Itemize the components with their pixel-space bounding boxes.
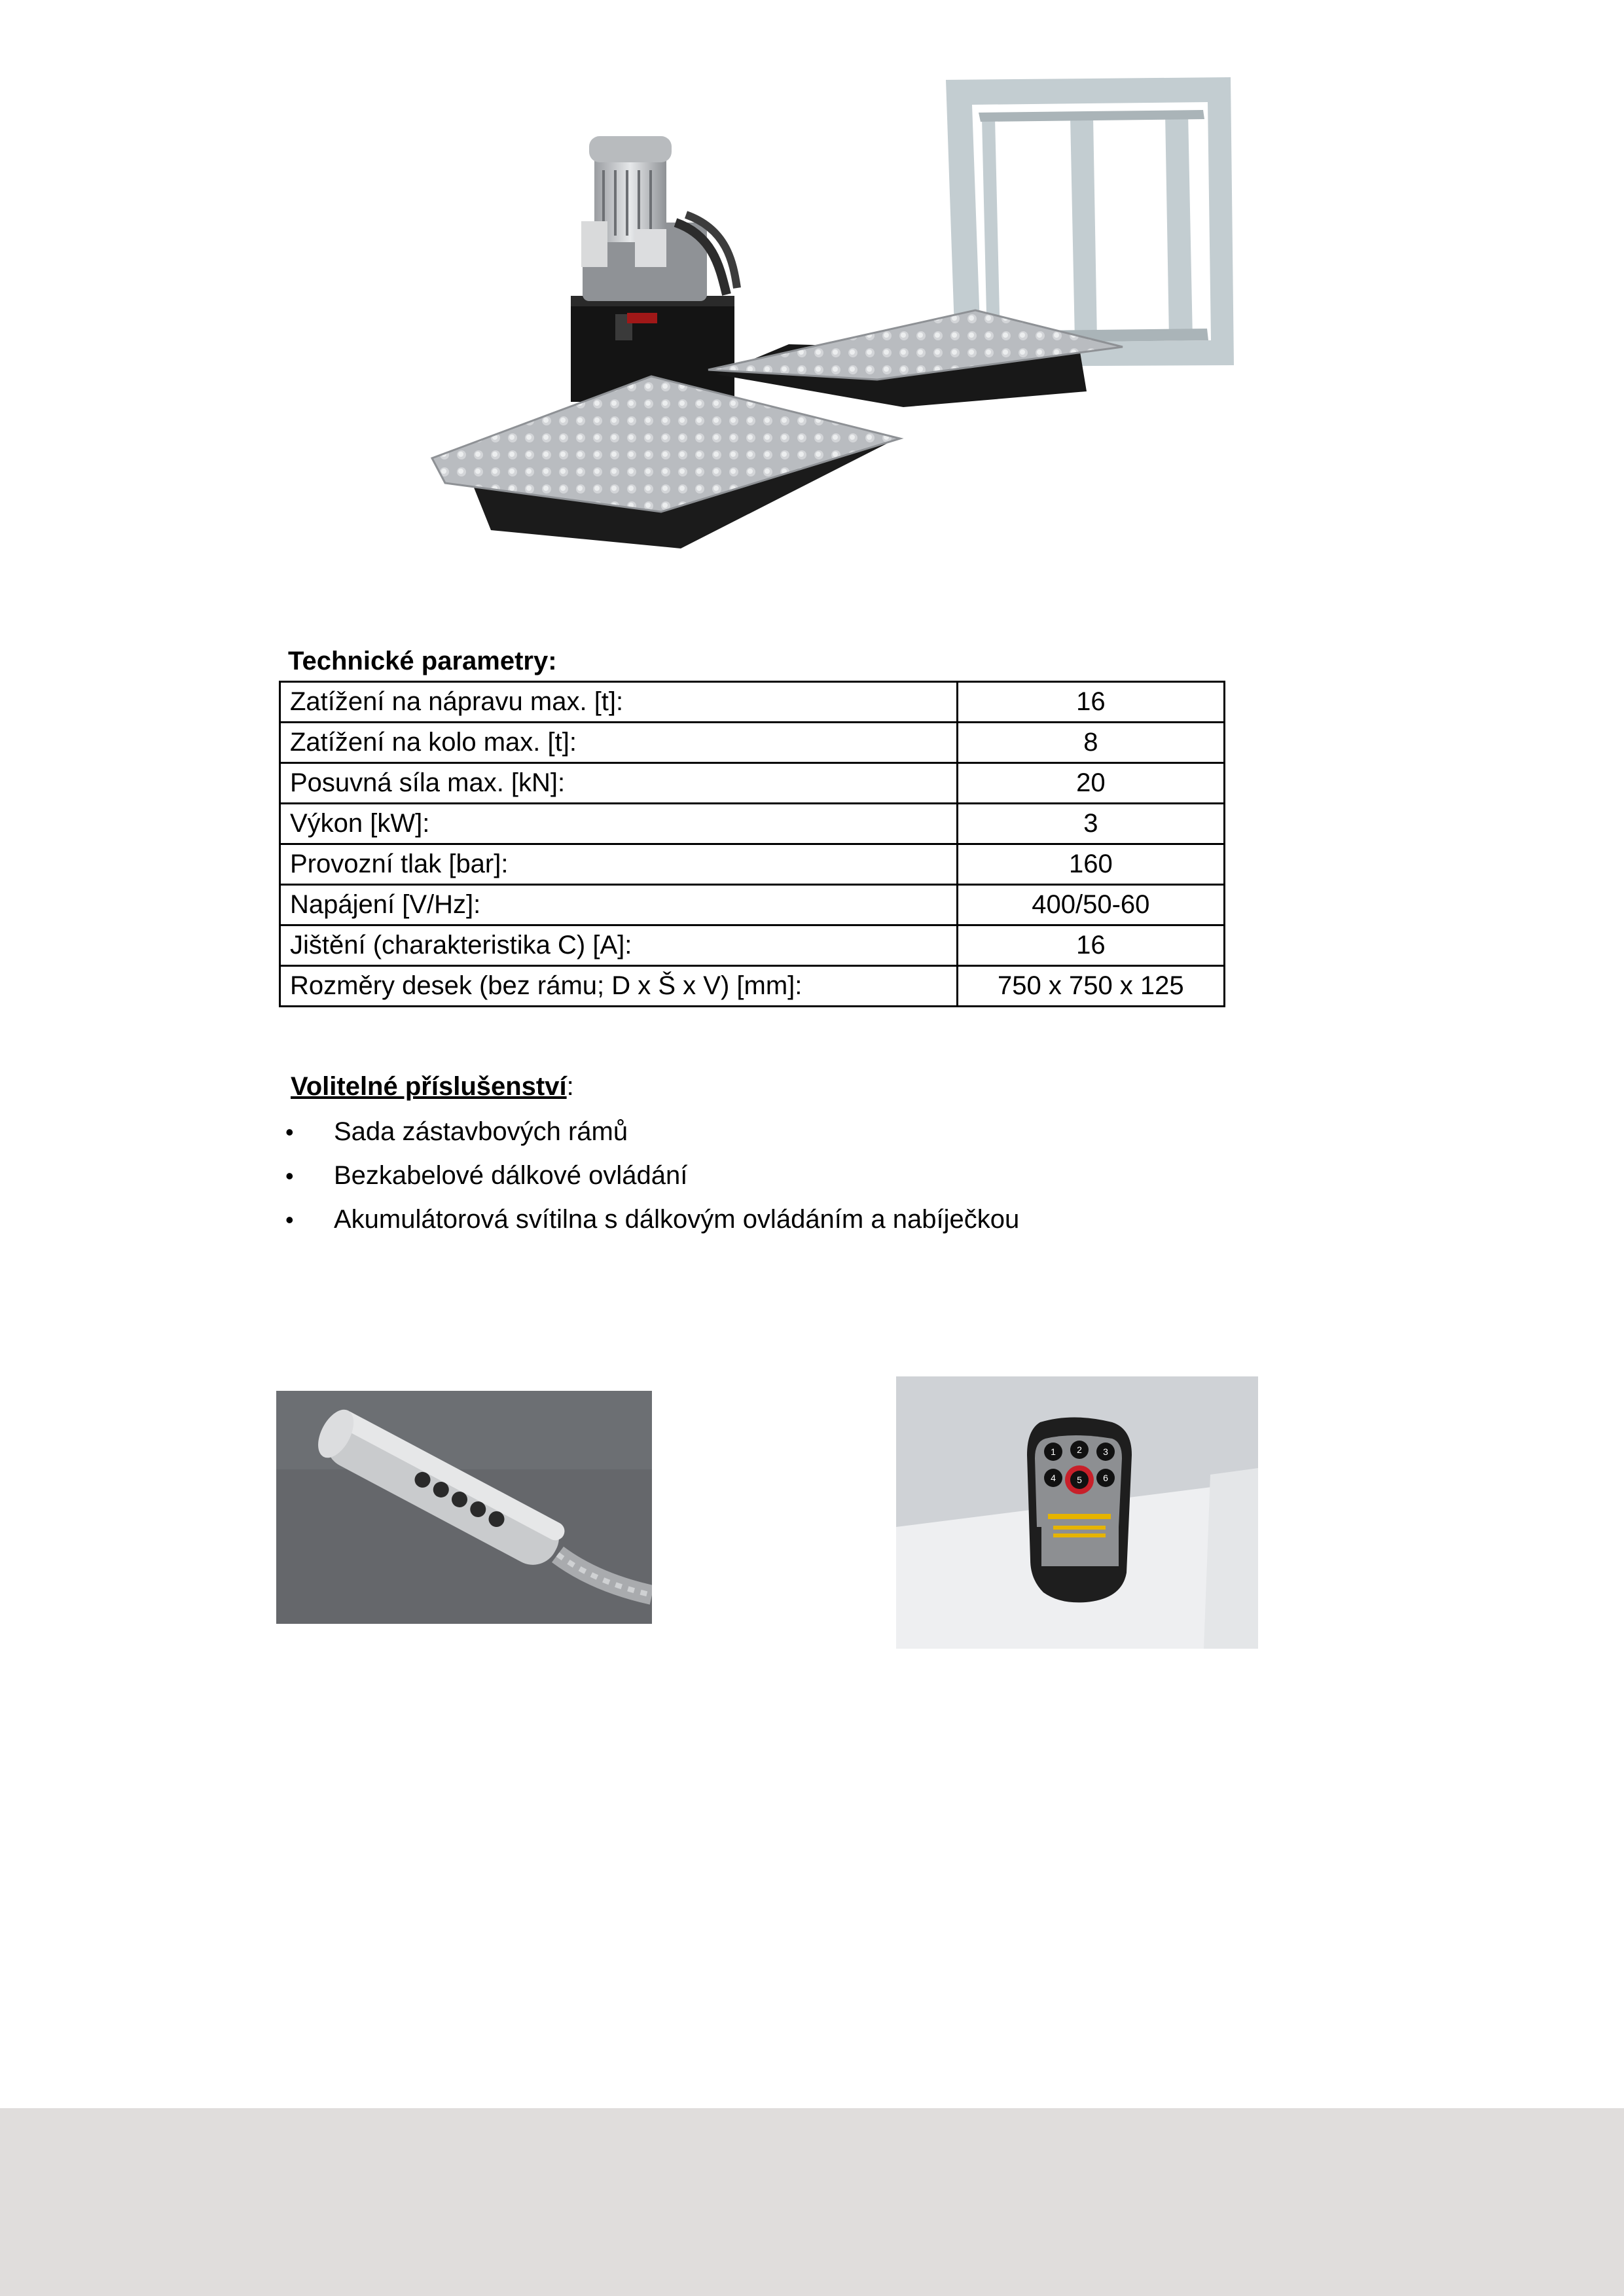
remote-button-5: 5: [1077, 1475, 1082, 1485]
spec-value: 16: [957, 925, 1224, 966]
spec-value: 3: [957, 804, 1224, 844]
spec-heading: Technické parametry:: [288, 647, 557, 675]
list-item-text: Sada zástavbových rámů: [334, 1117, 628, 1146]
table-row: [280, 682, 1225, 723]
table-row: [280, 763, 1225, 804]
accessories-heading: [291, 1072, 574, 1102]
spec-label: Rozměry desek (bez rámu; D x Š x V) [mm]:: [280, 966, 958, 1007]
spec-label: Jištění (charakteristika C) [A]:: [280, 925, 958, 966]
list-item-text: Akumulátorová svítilna s dálkovým ovládáním a nabíječkou: [334, 1205, 1020, 1234]
table-row: [280, 925, 1225, 966]
pendant-control-photo: [276, 1391, 652, 1624]
table-row: [280, 723, 1225, 763]
spec-value: 750 x 750 x 125: [957, 966, 1224, 1007]
page-footer-band: [0, 2108, 1624, 2296]
list-item: [285, 1198, 1019, 1241]
list-item: [285, 1154, 687, 1197]
spec-value: 20: [957, 763, 1224, 804]
table-row: [280, 885, 1225, 925]
remote-button-6: 6: [1103, 1473, 1108, 1483]
accessories-heading-colon: :: [566, 1072, 574, 1101]
spec-label: Výkon [kW]:: [280, 804, 958, 844]
spec-label: Posuvná síla max. [kN]:: [280, 763, 958, 804]
remote-button-2: 2: [1077, 1444, 1082, 1455]
remote-button-1: 1: [1051, 1446, 1056, 1457]
table-row: [280, 804, 1225, 844]
hydraulic-unit: [571, 136, 737, 402]
front-plate: [432, 376, 900, 548]
spec-table: [279, 681, 1225, 1007]
spec-label: Zatížení na nápravu max. [t]:: [280, 682, 958, 723]
product-image: [419, 72, 1244, 563]
list-item: [285, 1110, 628, 1153]
accessories-heading-text: Volitelné příslušenství: [291, 1072, 567, 1101]
bullet-icon: •: [285, 1119, 294, 1145]
spec-value: 16: [957, 682, 1224, 723]
table-row: [280, 844, 1225, 885]
table-row: [280, 966, 1225, 1007]
list-item-text: Bezkabelové dálkové ovládání: [334, 1161, 688, 1190]
spec-value: 8: [957, 723, 1224, 763]
spec-value: 400/50-60: [957, 885, 1224, 925]
bullet-icon: •: [285, 1206, 294, 1233]
spec-label: Zatížení na kolo max. [t]:: [280, 723, 958, 763]
spec-value: 160: [957, 844, 1224, 885]
spec-label: Napájení [V/Hz]:: [280, 885, 958, 925]
bullet-icon: •: [285, 1162, 294, 1189]
remote-button-4: 4: [1051, 1473, 1056, 1483]
spec-label: Provozní tlak [bar]:: [280, 844, 958, 885]
wireless-remote-photo: [896, 1376, 1258, 1649]
remote-button-3: 3: [1103, 1446, 1108, 1457]
